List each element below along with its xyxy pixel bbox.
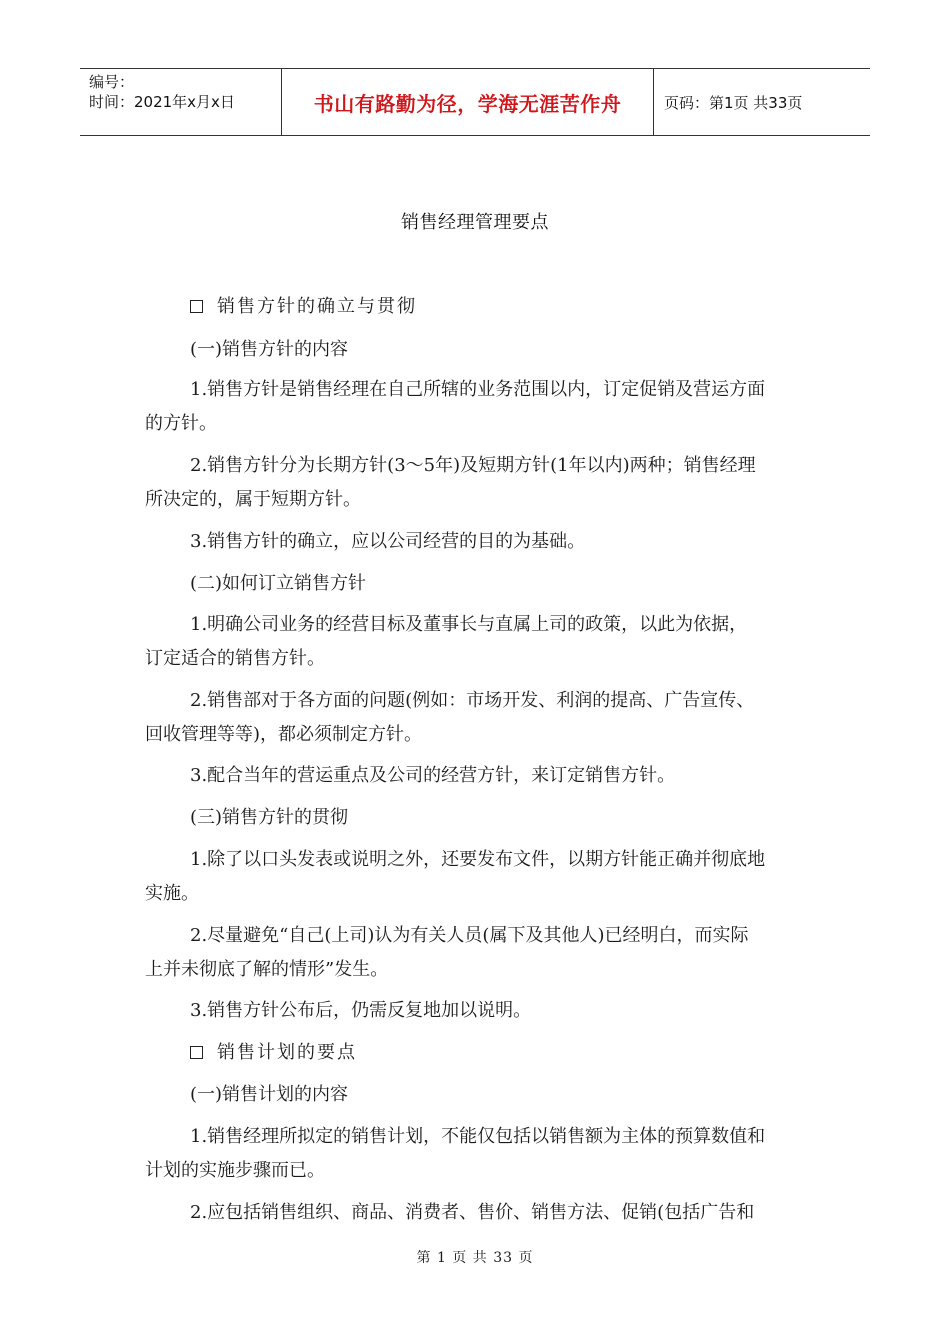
subsection-heading: (一)销售方针的内容	[190, 339, 349, 360]
paragraph-line: 1.除了以口头发表或说明之外，还要发布文件，以期方针能正确并彻底地	[190, 849, 766, 870]
checkbox-square-icon	[190, 300, 203, 313]
paragraph-line: 的方针。	[145, 413, 217, 434]
document-number-label: 编号：	[89, 73, 135, 91]
section-heading	[190, 292, 815, 322]
section-heading-text: 销售计划的要点	[217, 1042, 357, 1063]
subsection-heading: (一)销售计划的内容	[190, 1084, 349, 1105]
paragraph-line: 2.尽量避免“自己(上司)认为有关人员(属下及其他人)已经明白，而实际	[190, 925, 749, 946]
paragraph-line: 1.销售方针是销售经理在自己所辖的业务范围以内，订定促销及营运方面	[190, 379, 766, 400]
paragraph-line: 1.销售经理所拟定的销售计划，不能仅包括以销售额为主体的预算数值和	[190, 1126, 766, 1147]
paragraph-line: 上并未彻底了解的情形”发生。	[145, 959, 389, 980]
paragraph-line: 1.明确公司业务的经营目标及董事长与直属上司的政策，以此为依据，	[190, 614, 748, 635]
document-title: 销售经理管理要点	[401, 212, 549, 233]
header-meta	[80, 69, 282, 135]
paragraph-line: 所决定的，属于短期方针。	[145, 489, 361, 510]
subsection-heading: (二)如何订立销售方针	[190, 573, 367, 594]
paragraph-line: 3.配合当年的营运重点及公司的经营方针，来订定销售方针。	[190, 765, 676, 786]
paragraph-line: 订定适合的销售方针。	[145, 648, 325, 669]
paragraph-line: 计划的实施步骤而已。	[145, 1160, 325, 1181]
paragraph-line: 回收管理等等)，都必须制定方针。	[145, 724, 423, 745]
document-time-label: 时间：2021年x月x日	[89, 93, 235, 111]
page-footer: 第 1 页 共 33 页	[416, 1250, 534, 1266]
paragraph-line: 3.销售方针公布后，仍需反复地加以说明。	[190, 1000, 532, 1021]
paragraph-line: 2.应包括销售组织、商品、消费者、售价、销售方法、促销(包括广告和	[190, 1202, 755, 1223]
page-header	[80, 68, 870, 136]
header-page-info: 页码：第1页 共33页	[664, 93, 803, 112]
subsection-heading: (三)销售方针的贯彻	[190, 807, 349, 828]
paragraph-line: 2.销售方针分为长期方针(3～5年)及短期方针(1年以内)两种；销售经理	[190, 455, 756, 476]
paragraph-line: 3.销售方针的确立，应以公司经营的目的为基础。	[190, 531, 586, 552]
paragraph-line: 实施。	[145, 883, 199, 904]
header-motto: 书山有路勤为径，学海无涯苦作舟	[282, 69, 654, 135]
paragraph-line: 2.销售部对于各方面的问题(例如：市场开发、利润的提高、广告宣传、	[190, 690, 755, 711]
checkbox-square-icon	[190, 1046, 203, 1059]
section-heading	[190, 1038, 815, 1068]
section-heading-text: 销售方针的确立与贯彻	[217, 296, 417, 317]
